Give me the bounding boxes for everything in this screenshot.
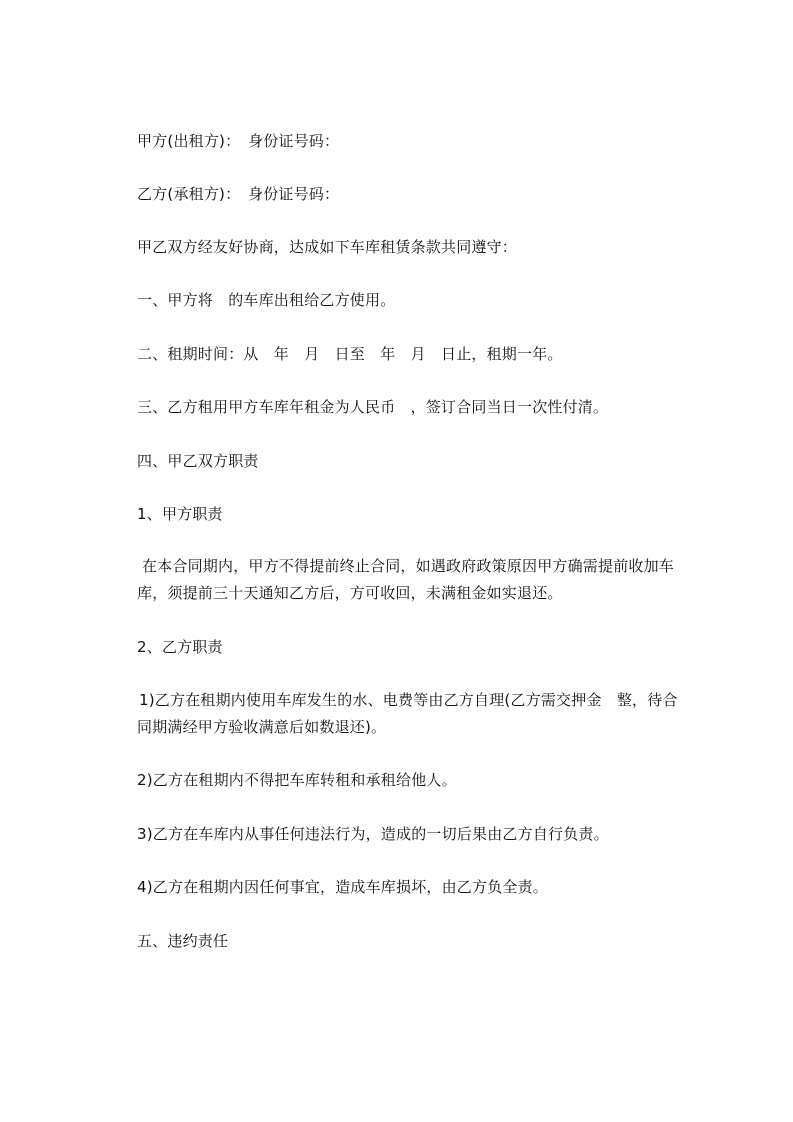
item-1-line-1: 1)乙方在租期内使用车库发生的水、电费等由乙方自理(乙方需交押金 整，待合 <box>139 691 678 709</box>
intro-paragraph: 甲乙双方经友好协商，达成如下车库租赁条款共同遵守： <box>137 238 518 256</box>
sub-2-heading: 2、乙方职责 <box>137 638 223 656</box>
sub-1-heading: 1、甲方职责 <box>137 505 223 523</box>
clause-5-heading: 五、违约责任 <box>137 932 229 950</box>
item-1-line-2: 同期满经甲方验收满意后如数退还)。 <box>137 718 387 736</box>
item-3: 3)乙方在车库内从事任何违法行为，造成的一切后果由乙方自行负责。 <box>137 825 609 843</box>
party-a-line: 甲方(出租方)： 身份证号码： <box>137 132 340 150</box>
party-b-line: 乙方(承租方)： 身份证号码： <box>137 185 340 203</box>
clause-3: 三、乙方租用甲方车库年租金为人民币 ，签订合同当日一次性付清。 <box>137 398 609 416</box>
clause-1: 一、甲方将 的车库出租给乙方使用。 <box>137 291 396 309</box>
item-2: 2)乙方在租期内不得把车库转租和承租给他人。 <box>137 771 457 789</box>
sub-1-text-line-2: 库，须提前三十天通知乙方后，方可收回，未满租金如实退还。 <box>137 584 563 602</box>
sub-1-text-line-1: 在本合同期内，甲方不得提前终止合同，如遇政府政策原因甲方确需提前收加车 <box>142 557 675 575</box>
clause-2: 二、租期时间：从 年 月 日至 年 月 日止，租期一年。 <box>137 345 563 363</box>
item-4: 4)乙方在租期内因任何事宜，造成车库损坏，由乙方负全责。 <box>137 878 548 896</box>
clause-4-heading: 四、甲乙双方职责 <box>137 452 259 470</box>
